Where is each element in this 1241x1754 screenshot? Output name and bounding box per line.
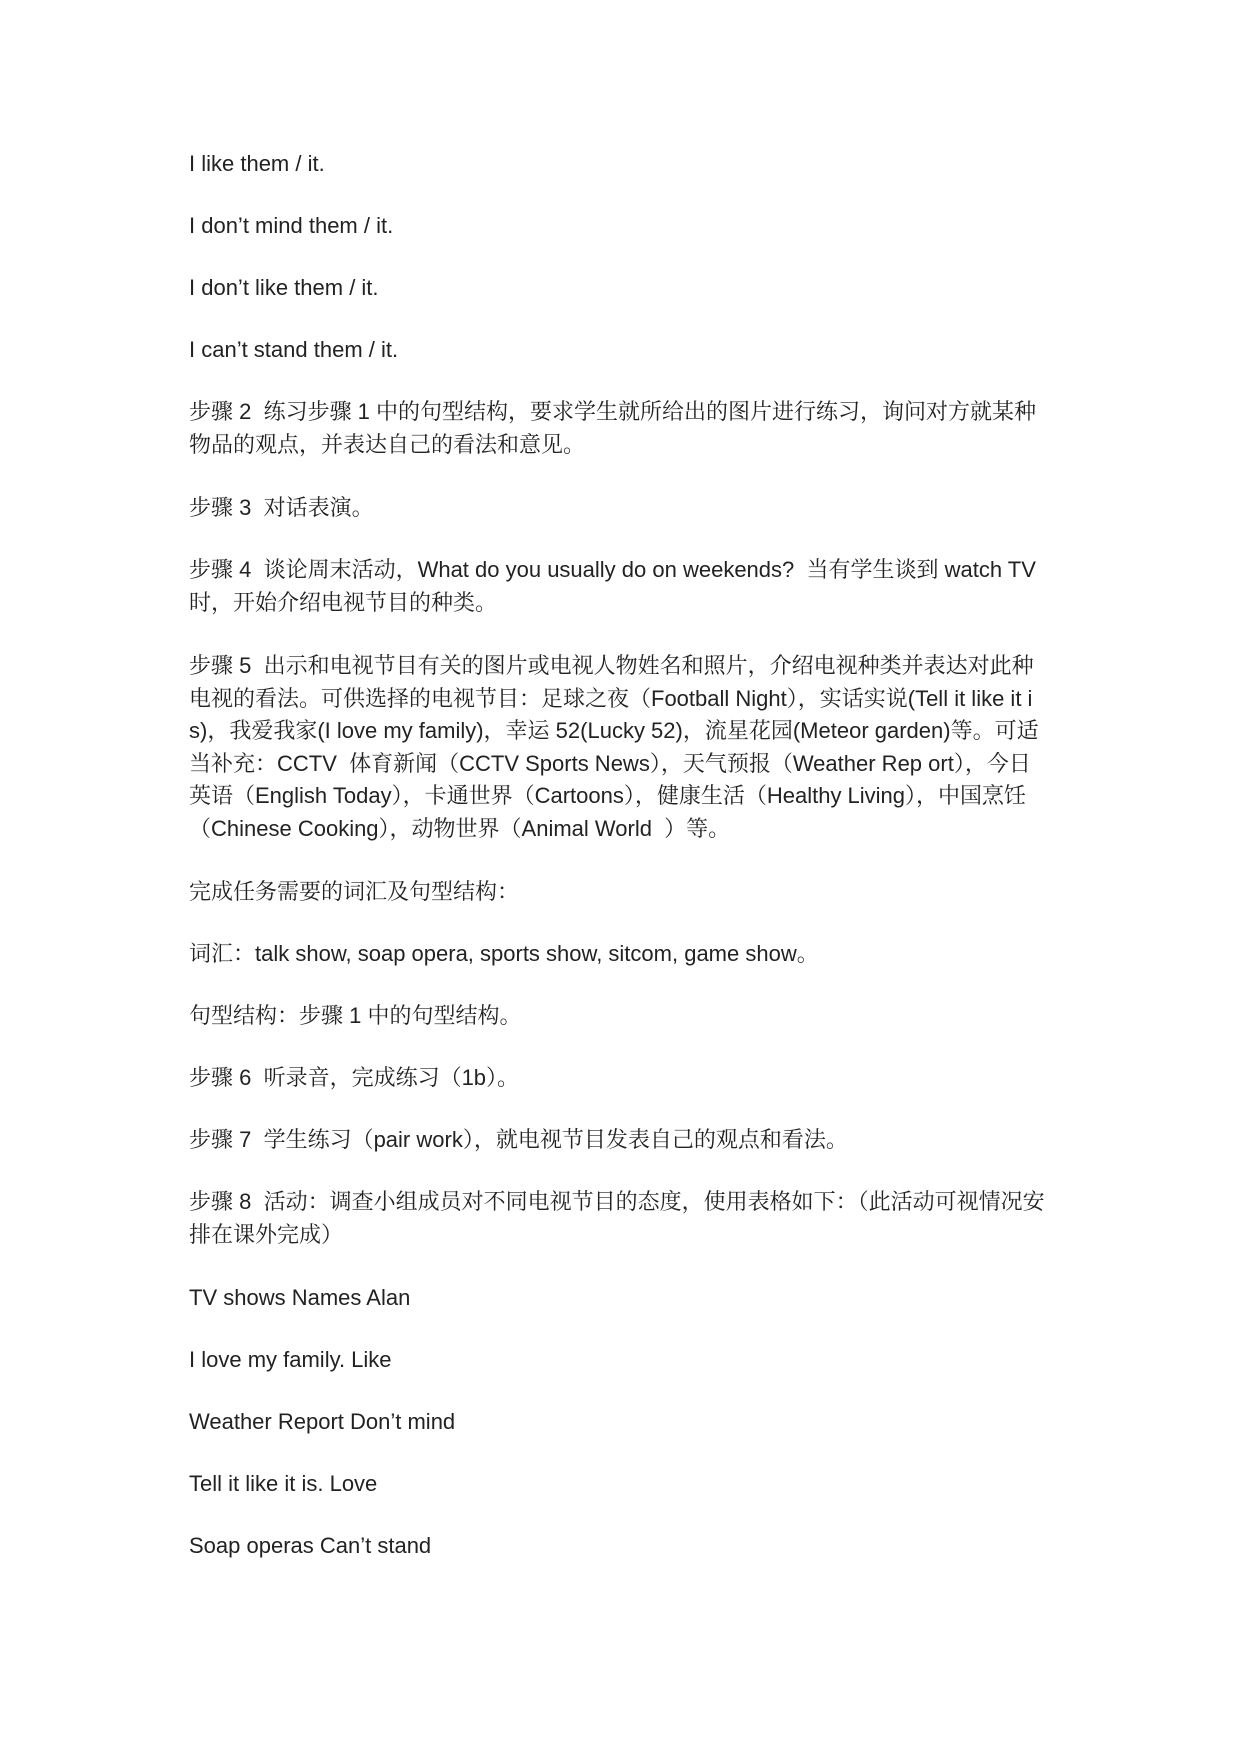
task-vocab-heading: 完成任务需要的词汇及句型结构： <box>189 879 520 904</box>
table-row-line: Weather Report Don’t mind <box>189 1409 456 1434</box>
step-5-paragraph: 步骤 5 出示和电视节目有关的图片或电视人物姓名和照片，介绍电视种类并表达对此种电视的看法。可供选择的电视节目：足球之夜（Football Night），实话实说(Tell it like it is)，我爱我家(I love my family)，幸运 52(Lucky 52)，流星花园(Meteor garden)等。可适当补充：CCTV 体育新闻（CCTV Sports News），天气预报（Weather Rep ort），今日英语（English Today），卡通世界（Cartoons），健康生活（Healthy Living），中国烹饪（Chinese Cooking），动物世界（Animal World ）等。 <box>189 653 1039 841</box>
sentence-cant-stand: I can’t stand them / it. <box>189 337 399 362</box>
table-row-line: Tell it like it is. Love <box>189 1471 378 1496</box>
step-7-paragraph: 步骤 7 学生练习（pair work），就电视节目发表自己的观点和看法。 <box>189 1127 848 1152</box>
step-3-paragraph: 步骤 3 对话表演。 <box>189 495 374 520</box>
step-2-paragraph: 步骤 2 练习步骤 1 中的句型结构，要求学生就所给出的图片进行练习，询问对方就某种物品的观点，并表达自己的看法和意见。 <box>189 399 1037 457</box>
vocabulary-paragraph: 词汇：talk show, soap opera, sports show, sitcom, game show。 <box>189 941 819 966</box>
sentence-like: I like them / it. <box>189 151 325 176</box>
sentence-structure-paragraph: 句型结构：步骤 1 中的句型结构。 <box>189 1003 522 1028</box>
step-6-paragraph: 步骤 6 听录音，完成练习（1b）。 <box>189 1065 520 1090</box>
sentence-dont-mind: I don’t mind them / it. <box>189 213 394 238</box>
step-8-paragraph: 步骤 8 活动：调查小组成员对不同电视节目的态度，使用表格如下：（此活动可视情况安排在课外完成） <box>189 1189 1045 1247</box>
sentence-dont-like: I don’t like them / it. <box>189 275 379 300</box>
table-row-line: Soap operas Can’t stand <box>189 1533 432 1558</box>
step-4-paragraph: 步骤 4 谈论周末活动，What do you usually do on weekends? 当有学生谈到 watch TV 时，开始介绍电视节目的种类。 <box>189 557 1043 615</box>
table-header-line: TV shows Names Alan <box>189 1285 411 1310</box>
table-row-line: I love my family. Like <box>189 1347 392 1372</box>
